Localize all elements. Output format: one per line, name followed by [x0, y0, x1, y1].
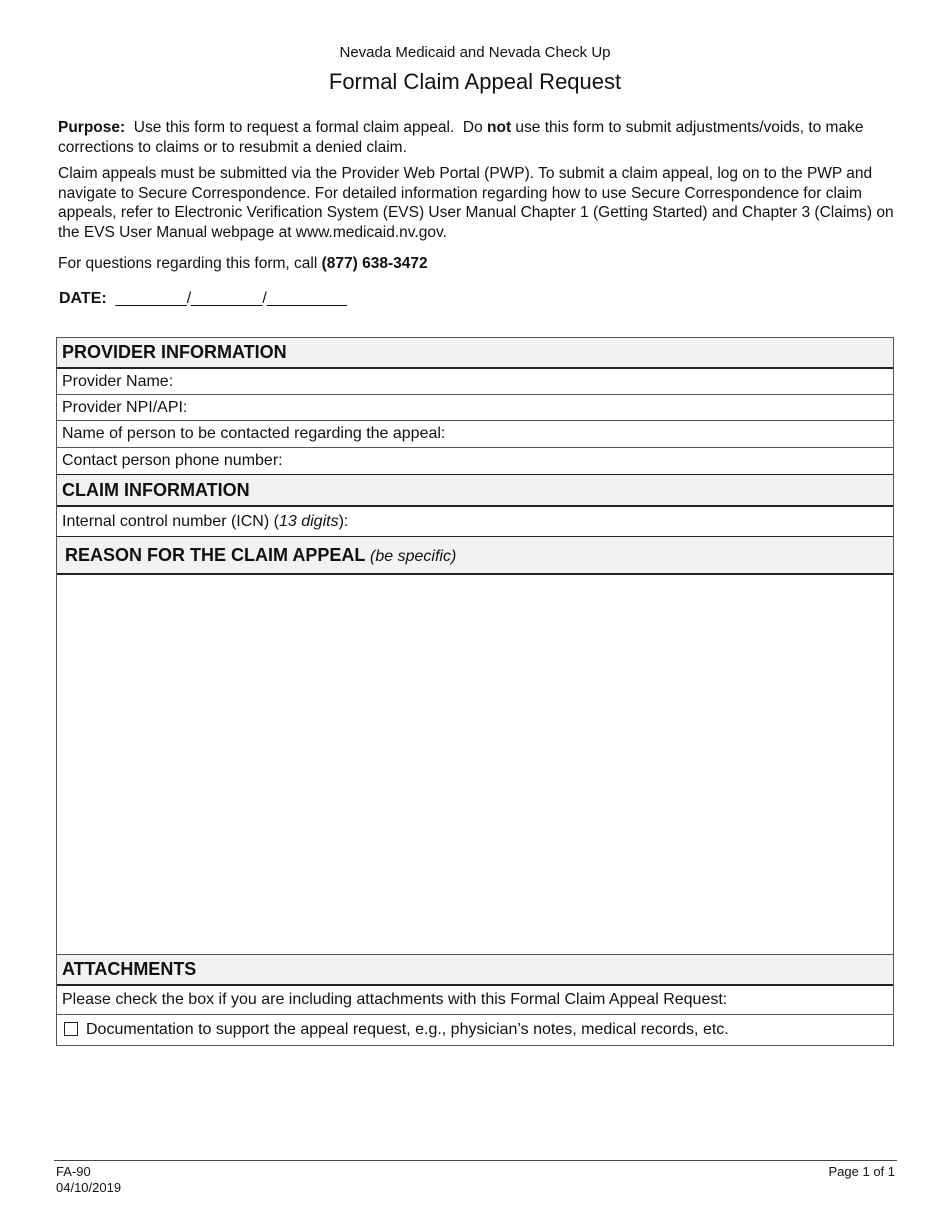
purpose-paragraph — [58, 118, 898, 157]
questions-text: For questions regarding this form, call — [58, 255, 322, 272]
attachments-instruction: Please check the box if you are including attachments with this Formal Claim Appeal Request: — [57, 986, 893, 1015]
appeal-form-table — [56, 337, 894, 1046]
documentation-checkbox[interactable] — [64, 1022, 78, 1036]
page-number: Page 1 of 1 — [828, 1164, 895, 1179]
form-revision-date: 04/10/2019 — [56, 1180, 122, 1195]
icn-field[interactable] — [57, 507, 893, 537]
reason-heading — [57, 537, 893, 575]
attachments-heading: ATTACHMENTS — [57, 955, 893, 986]
documentation-checkbox-row — [57, 1015, 893, 1045]
agency-name: Nevada Medicaid and Nevada Check Up — [339, 44, 611, 61]
purpose-text-a: Use this form to request a formal claim appeal. Do — [125, 119, 488, 136]
reason-text-area[interactable] — [57, 575, 893, 955]
purpose-label: Purpose: — [58, 119, 126, 136]
claim-info-heading: CLAIM INFORMATION — [57, 475, 893, 507]
provider-npi-field[interactable]: Provider NPI/API: — [57, 395, 893, 421]
footer-form-info — [56, 1164, 121, 1196]
contact-name-field[interactable]: Name of person to be contacted regarding the appeal: — [57, 421, 893, 448]
form-title: Formal Claim Appeal Request — [328, 69, 622, 94]
provider-name-field[interactable]: Provider Name: — [57, 369, 893, 395]
purpose-text-b: use this form to submit adjustments/voids, to make corrections to claims or to resubmit a denied claim. — [58, 119, 864, 156]
reason-heading-text: REASON FOR THE CLAIM APPEAL — [65, 545, 366, 565]
date-input-blank[interactable]: ________/________/_________ — [115, 290, 347, 307]
questions-paragraph — [58, 254, 898, 274]
icn-label-b: ): — [338, 513, 349, 530]
icn-label-italic: 13 digits — [278, 513, 339, 530]
date-line — [59, 290, 347, 308]
date-label: DATE: — [59, 290, 107, 307]
phone-number: (877) 638-3472 — [321, 255, 428, 272]
footer-divider — [54, 1160, 897, 1161]
documentation-checkbox-label: Documentation to support the appeal request, e.g., physician’s notes, medical records, etc. — [86, 1021, 729, 1038]
reason-heading-note: (be specific) — [370, 548, 457, 565]
provider-info-heading: PROVIDER INFORMATION — [57, 338, 893, 369]
purpose-not: not — [487, 119, 512, 136]
submission-paragraph: Claim appeals must be submitted via the Provider Web Portal (PWP). To submit a claim appeal, log on to the PWP and navigate to Secure Correspondence. For detailed information regarding how to use Secure Correspondence for claim appeals, refer to Electronic Verification System (EVS) User Manual Chapter 1 (Getting Started) and Chapter 3 (Claims) on the EVS User Manual webpage at www.medicaid.nv.gov. — [58, 165, 894, 241]
contact-phone-field[interactable]: Contact person phone number: — [57, 448, 893, 475]
form-number: FA-90 — [56, 1164, 91, 1179]
icn-label-a: Internal control number (ICN) ( — [62, 513, 279, 530]
